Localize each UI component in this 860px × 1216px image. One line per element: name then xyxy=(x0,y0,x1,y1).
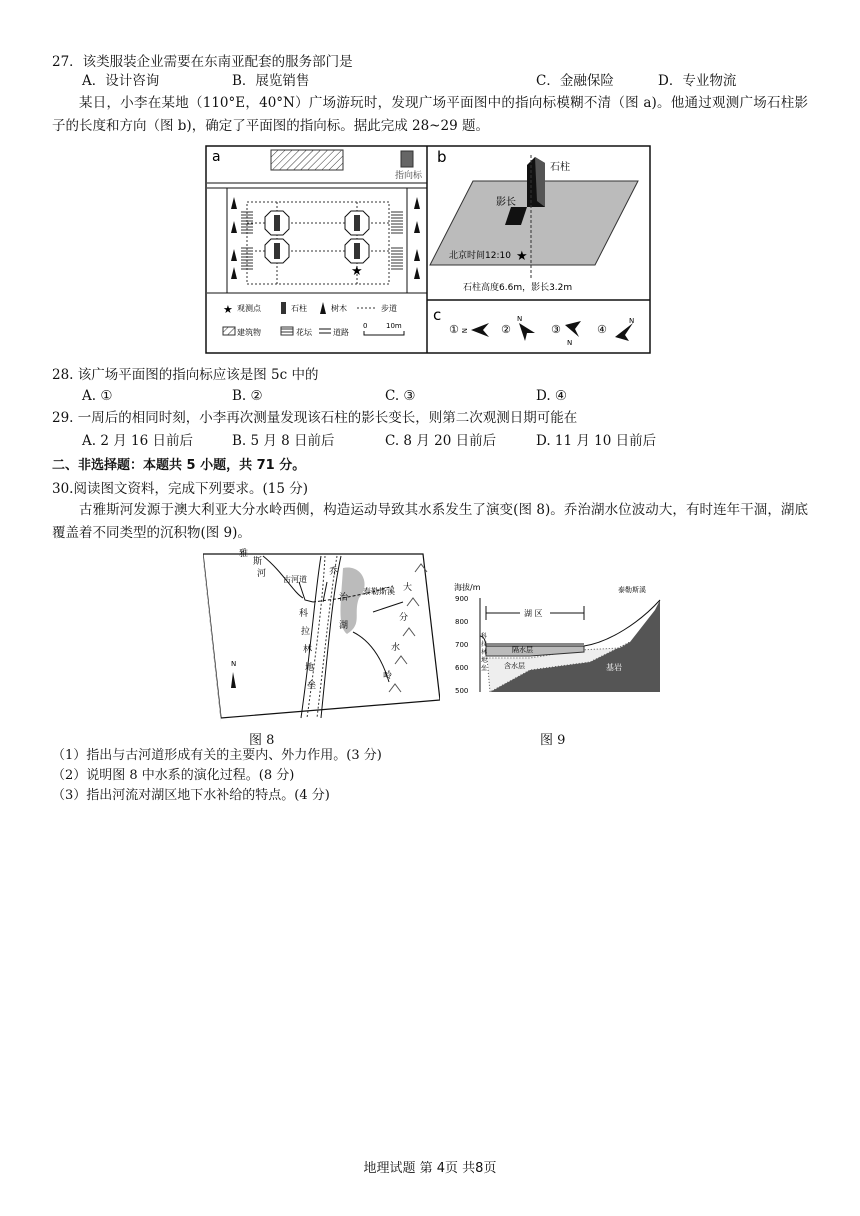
fig8-hu: 湖 xyxy=(339,621,349,631)
fig9-horst-lei: 垒 xyxy=(481,665,488,672)
figure-5-abc xyxy=(205,145,652,355)
panel-b-label: b xyxy=(437,148,447,166)
q27-option-a: A．设计咨询 xyxy=(82,73,160,89)
legend-building: 建筑物 xyxy=(237,328,261,337)
building-shape xyxy=(271,150,343,170)
fig9-horst-lin: 林 xyxy=(481,649,488,656)
fig9-ytick-800: 800 xyxy=(455,618,469,626)
fig9-horst-label xyxy=(481,632,487,672)
q27-stem: 27．该类服装企业需要在东南亚配套的服务部门是 xyxy=(52,54,353,70)
fig8-caption: 图 8 xyxy=(249,733,275,748)
legend-tree: 树木 xyxy=(331,304,347,313)
panel-b-caption: 石柱高度6.6m，影长3.2m xyxy=(463,283,573,293)
q28-option-a: A. ① xyxy=(82,388,113,404)
svg-text:★: ★ xyxy=(223,303,233,316)
q29-option-b: B. 5 月 8 日前后 xyxy=(232,433,335,449)
q27-option-b: B．展览销售 xyxy=(232,73,310,89)
beijing-time-label: 北京时间12:10 xyxy=(449,251,511,261)
q28-option-b: B. ② xyxy=(232,388,263,404)
legend-road: 道路 xyxy=(333,328,349,337)
fig9-ytick-500: 500 xyxy=(455,687,469,695)
q29-option-d: D. 11 月 10 日前后 xyxy=(536,433,657,449)
fig8-ancient-channel: 古河道 xyxy=(283,575,307,584)
compass-option-3: ③ xyxy=(551,323,561,336)
fig9-ytick-600: 600 xyxy=(455,664,469,672)
q28-stem: 28. 该广场平面图的指向标应该是图 5c 中的 xyxy=(52,367,319,383)
fig9-ytick-900: 900 xyxy=(455,595,469,603)
compass-n-3: N xyxy=(567,339,573,347)
fig8-ke: 科 xyxy=(299,609,309,619)
page-footer: 地理试题 第 4页 共8页 xyxy=(363,1161,497,1176)
fig8-north-letter: N xyxy=(231,660,237,668)
legend-walkway: 步道 xyxy=(381,304,397,313)
compass-option-4: ④ xyxy=(597,323,607,336)
intro-paragraph-28-29: 某日，小李在某地（110°E，40°N）广场游玩时，发现广场平面图中的指向标模糊不清（图 a)。他通过观测广场石柱影子的长度和方向（图 b)，确定了平面图的指向标。据此完成 28~29 题。 xyxy=(52,95,808,134)
q30-paragraph: 古雅斯河发源于澳大利亚大分水岭西侧，构造运动导致其水系发生了演变(图 8)。乔治湖水位波动大，有时连年干涸，湖底覆盖着不同类型的沉积物(图 9)。 xyxy=(52,502,808,541)
flower-bed xyxy=(391,246,403,270)
q29-option-a: A. 2 月 16 日前后 xyxy=(82,433,193,449)
compass-option-1: ① xyxy=(449,323,459,336)
fig8-lin: 林 xyxy=(303,645,313,655)
svg-text:★: ★ xyxy=(516,249,528,264)
fig8-ling: 岭 xyxy=(383,671,393,681)
scale-ten: 10m xyxy=(386,322,402,330)
legend-pillar: 石柱 xyxy=(291,304,307,313)
legend-observation: 观测点 xyxy=(237,304,261,313)
fig8-si: 斯 xyxy=(253,557,263,567)
q30-sub-1: （1）指出与古河道形成有关的主要内、外力作用。(3 分) xyxy=(52,748,382,763)
q29-stem: 29. 一周后的相同时刻，小李再次测量发现该石柱的影长变长，则第二次观测日期可能在 xyxy=(52,410,578,426)
flower-bed xyxy=(391,210,403,234)
q30-sub-2: （2）说明图 8 中水系的演化过程。(8 分) xyxy=(52,768,295,783)
compass-n-4: N xyxy=(629,317,635,325)
pillar-label: 石柱 xyxy=(550,162,570,173)
fig9-ytick-700: 700 xyxy=(455,641,469,649)
compass-option-2: ② xyxy=(501,323,511,336)
q30-stem: 30.阅读图文资料，完成下列要求。(15 分) xyxy=(52,481,308,497)
panel-a-label: a xyxy=(212,149,221,165)
fig8-fen: 分 xyxy=(399,613,409,623)
compass-n-2: N xyxy=(517,315,523,323)
fig9-y-ticks xyxy=(455,595,468,695)
fig8-da: 大 xyxy=(403,583,413,593)
pointer-sign-shape xyxy=(401,151,413,167)
panel-c-label: c xyxy=(433,306,442,324)
compass-n-1: N xyxy=(460,328,468,334)
figure-9-profile xyxy=(450,580,665,710)
fig8-zhi: 治 xyxy=(339,593,349,603)
fig8-ya: 雅 xyxy=(239,549,249,559)
q27-option-d: D．专业物流 xyxy=(658,73,737,89)
fig9-aquifer-label: 含水层 xyxy=(504,662,525,670)
fig9-horst-la: 拉 xyxy=(481,641,488,648)
fig8-qiao: 乔 xyxy=(329,567,339,577)
observation-point-star: ★ xyxy=(351,264,363,279)
flower-bed xyxy=(241,210,253,234)
fig9-ylabel: 海拔/m xyxy=(454,583,481,592)
fig8-taylors-creek: 泰勒斯溪 xyxy=(363,587,395,596)
q28-option-c: C. ③ xyxy=(385,388,416,404)
flower-bed xyxy=(241,246,253,270)
q28-option-d: D. ④ xyxy=(536,388,568,404)
q27-option-c: C．金融保险 xyxy=(536,73,614,89)
fig8-shui: 水 xyxy=(391,643,401,653)
pointer-sign-label: 指向标 xyxy=(395,171,423,181)
fig9-taylors-creek: 泰勒斯溪 xyxy=(618,586,646,594)
legend-flowerbed: 花坛 xyxy=(296,328,312,337)
shadow-length-label: 影长 xyxy=(496,197,516,208)
q30-sub-3: （3）指出河流对湖区地下水补给的特点。(4 分) xyxy=(52,788,330,803)
fig9-bedrock-label: 基岩 xyxy=(606,663,622,672)
figure-8-map xyxy=(203,542,440,722)
fig8-lei: 垒 xyxy=(307,681,317,691)
fig9-horst-ke: 科 xyxy=(481,633,488,640)
scale-zero: 0 xyxy=(363,322,368,330)
fig8-he: 河 xyxy=(257,569,267,579)
q29-option-c: C. 8 月 20 日前后 xyxy=(385,433,497,449)
fig9-aquitard-label: 隔水层 xyxy=(512,646,533,654)
fig9-lake-zone: 湖 区 xyxy=(524,609,543,618)
fig8-di: 地 xyxy=(305,663,315,673)
section-2-heading: 二、非选择题：本题共 5 小题，共 71 分。 xyxy=(52,458,306,473)
fig9-caption: 图 9 xyxy=(540,733,566,748)
fig9-horst-di: 地 xyxy=(481,657,488,664)
fig8-la: 拉 xyxy=(301,627,311,637)
